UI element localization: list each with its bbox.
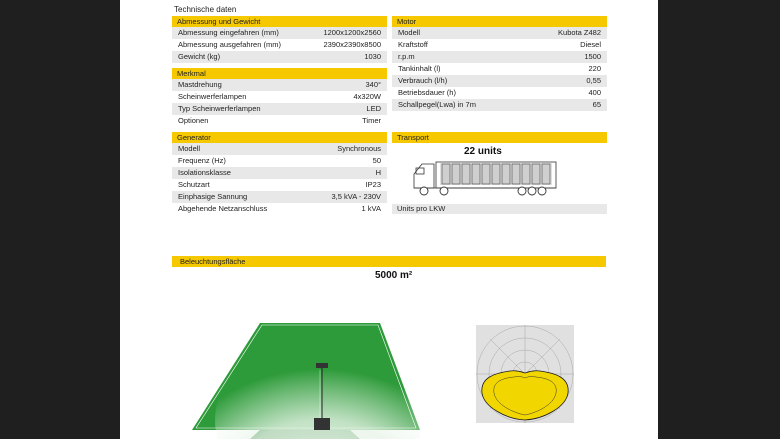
row-value: 1200x1200x2560 [323,28,381,37]
row-label: Modell [178,144,201,153]
table-row [172,103,387,115]
table-row [172,191,387,203]
row-value: 1 kVA [361,204,381,213]
row-value: 400 [588,88,601,97]
row-label: Tankinhalt (l) [398,64,441,73]
illumination-area-value: 5000 m² [375,270,413,281]
row-value: 2390x2390x8500 [323,40,381,49]
table-row [172,27,387,39]
row-value: 220 [588,64,601,73]
row-label: Kraftstoff [398,40,428,49]
photometric-polar-diagram [466,315,584,433]
truck-illustration [412,158,560,202]
table-row [392,87,607,99]
row-value: Synchronous [337,144,381,153]
table-row [172,39,387,51]
row-label: Schallpegel(Lwa) in 7m [398,100,476,109]
illuminated-field-illustration [190,320,420,439]
row-label: Einphasige Sannung [178,192,248,201]
row-label: Mastdrehung [178,80,222,89]
row-label: Betriebsdauer (h) [398,88,456,97]
table-row [392,51,607,63]
row-value: 4x320W [353,92,381,101]
row-value: Diesel [580,40,601,49]
table-row [172,51,387,63]
row-label: Verbrauch (l/h) [398,76,448,85]
page-title: Technische daten [174,5,237,14]
row-value: 1030 [364,52,381,61]
row-value: 1500 [584,52,601,61]
row-value: H [375,168,381,177]
section-header: Generator [172,132,387,143]
section-generator [172,132,387,215]
section-abmessung [172,16,387,63]
section-merkmal [172,68,387,127]
table-row [392,75,607,87]
row-label: Abmessung eingefahren (mm) [178,28,279,37]
section-transport [392,132,607,143]
row-label: Scheinwerferlampen [178,92,247,101]
row-value: LED [366,104,381,113]
section-header: Merkmal [172,68,387,79]
row-label: Abgehende Netzanschluss [178,204,268,213]
row-value: 3,5 kVA - 230V [331,192,381,201]
row-label: Modell [398,28,421,37]
table-row [392,27,607,39]
row-label: Frequenz (Hz) [178,156,226,165]
row-label: Typ Scheinwerferlampen [178,104,261,113]
row-label: Gewicht (kg) [178,52,221,61]
table-row [172,115,387,127]
table-row [172,203,387,215]
table-row [172,155,387,167]
table-row [392,39,607,51]
units-label: Units pro LKW [392,204,607,214]
section-header: Abmessung und Gewicht [172,16,387,27]
section-header-beleuchtung: Beleuchtungsfläche [172,256,606,267]
section-header: Transport [392,132,607,143]
section-header: Motor [392,16,607,27]
row-value: IP23 [365,180,381,189]
row-label: r.p.m [398,52,415,61]
table-row [172,179,387,191]
row-label: Isolationsklasse [178,168,231,177]
row-label: Schutzart [178,180,210,189]
row-value: Timer [362,116,381,125]
table-row [392,99,607,111]
row-value: Kubota Z482 [558,28,601,37]
units-count: 22 units [464,146,502,157]
table-row [172,143,387,155]
table-row [172,91,387,103]
section-motor [392,16,607,111]
row-value: 65 [592,100,601,109]
table-row [392,63,607,75]
datasheet-page [120,0,658,439]
row-value: 0,55 [586,76,601,85]
row-value: 340° [365,80,381,89]
row-label: Optionen [178,116,209,125]
table-row [172,167,387,179]
row-label: Abmessung ausgefahren (mm) [178,40,281,49]
row-value: 50 [372,156,381,165]
table-row [172,79,387,91]
